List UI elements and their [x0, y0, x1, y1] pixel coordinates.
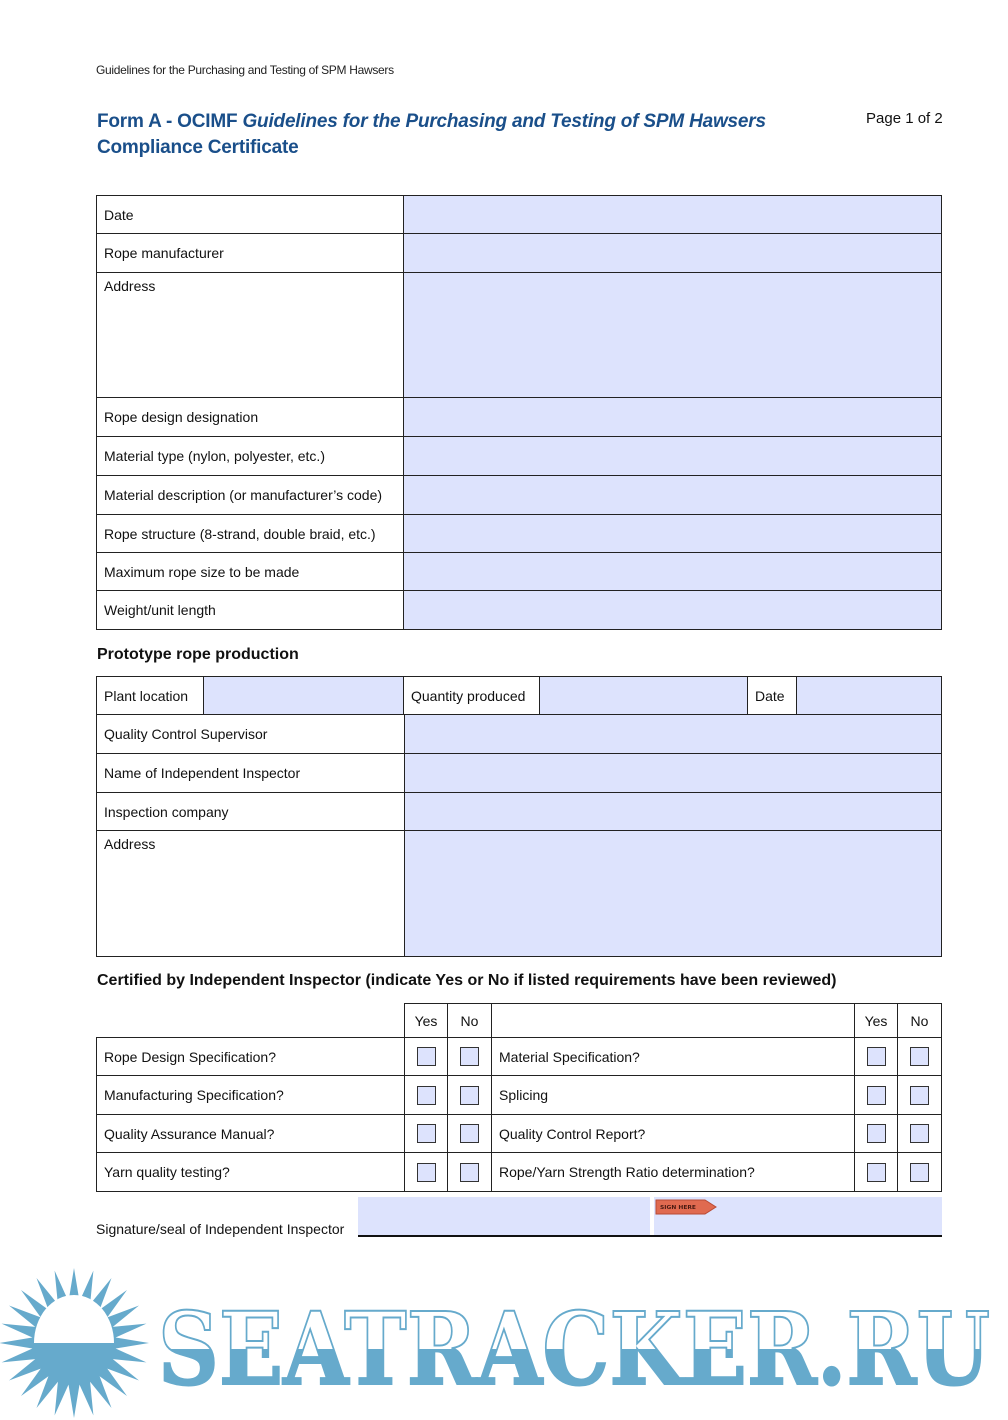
certification-heading: Certified by Independent Inspector (indicate Yes or No if listed requirements have been reviewed) [97, 972, 837, 989]
title-italic: Guidelines for the Purchasing and Testing of SPM Hawsers [242, 111, 766, 132]
no-header: No [447, 1003, 492, 1038]
requirement-label: Manufacturing Specification? [96, 1075, 405, 1115]
yes-cell [854, 1075, 898, 1115]
yes-checkbox[interactable] [867, 1047, 886, 1066]
no-checkbox[interactable] [910, 1047, 929, 1066]
no-cell [447, 1152, 492, 1192]
yes-checkbox[interactable] [417, 1086, 436, 1105]
title-prefix: Form A - OCIMF [97, 111, 243, 132]
field-label: Address [96, 272, 404, 398]
date-label: Date [747, 676, 797, 715]
yes-header: Yes [404, 1003, 448, 1038]
quantity-produced-label: Quantity produced [403, 676, 540, 715]
yes-cell [854, 1114, 898, 1153]
signature-line [358, 1235, 942, 1237]
rope-detail-input[interactable] [403, 233, 942, 273]
requirement-label: Quality Assurance Manual? [96, 1114, 405, 1153]
requirement-label: Material Specification? [491, 1037, 855, 1076]
requirement-label: Rope Design Specification? [96, 1037, 405, 1076]
yes-cell [404, 1037, 448, 1076]
running-header: Guidelines for the Purchasing and Testing of SPM Hawsers [96, 63, 394, 77]
yes-cell [404, 1114, 448, 1153]
yes-checkbox[interactable] [867, 1124, 886, 1143]
yes-checkbox[interactable] [417, 1124, 436, 1143]
watermark-text: SEATRACKER.RU [158, 1290, 990, 1408]
field-label: Material type (nylon, polyester, etc.) [96, 436, 404, 476]
field-label: Weight/unit length [96, 590, 404, 630]
prototype-input[interactable] [404, 792, 942, 831]
sign-here-sticky-icon[interactable] [655, 1199, 717, 1215]
field-label: Inspection company [96, 792, 405, 831]
yes-checkbox[interactable] [867, 1086, 886, 1105]
prototype-heading: Prototype rope production [97, 646, 299, 663]
no-cell [897, 1075, 942, 1115]
yes-cell [404, 1152, 448, 1192]
field-label: Address [96, 830, 405, 957]
sticky-note-text: SIGN HERE [660, 1205, 697, 1211]
plant-location-label: Plant location [96, 676, 204, 715]
requirement-label: Yarn quality testing? [96, 1152, 405, 1192]
requirement-label: Splicing [491, 1075, 855, 1115]
quantity-produced-input[interactable] [539, 676, 748, 715]
rope-detail-input[interactable] [403, 397, 942, 437]
no-checkbox[interactable] [910, 1163, 929, 1182]
field-label: Rope design designation [96, 397, 404, 437]
field-label: Name of Independent Inspector [96, 753, 405, 793]
field-label: Rope structure (8-strand, double braid, etc.) [96, 514, 404, 553]
prototype-input[interactable] [404, 830, 942, 957]
no-cell [897, 1114, 942, 1153]
title-line2: Compliance Certificate [97, 137, 299, 158]
rope-detail-input[interactable] [403, 272, 942, 398]
prototype-input[interactable] [404, 714, 942, 754]
requirement-label: Quality Control Report? [491, 1114, 855, 1153]
plant-location-input[interactable] [203, 676, 404, 715]
date-input[interactable] [796, 676, 942, 715]
sun-icon [0, 1268, 149, 1418]
header-spacer [491, 1003, 855, 1038]
yes-cell [404, 1075, 448, 1115]
yes-cell [854, 1152, 898, 1192]
no-cell [897, 1037, 942, 1076]
yes-checkbox[interactable] [417, 1047, 436, 1066]
no-cell [447, 1037, 492, 1076]
yes-checkbox[interactable] [867, 1163, 886, 1182]
rope-detail-input[interactable] [403, 195, 942, 234]
seatracker-watermark-logo [0, 1268, 1008, 1420]
no-cell [447, 1075, 492, 1115]
no-checkbox[interactable] [910, 1124, 929, 1143]
signature-label: Signature/seal of Independent Inspector [96, 1221, 345, 1237]
no-checkbox[interactable] [460, 1047, 479, 1066]
no-header: No [897, 1003, 942, 1038]
rope-detail-input[interactable] [403, 475, 942, 515]
no-cell [897, 1152, 942, 1192]
yes-cell [854, 1037, 898, 1076]
field-label: Maximum rope size to be made [96, 552, 404, 591]
requirement-label: Rope/Yarn Strength Ratio determination? [491, 1152, 855, 1192]
field-label: Date [96, 195, 404, 234]
prototype-input[interactable] [404, 753, 942, 793]
rope-detail-input[interactable] [403, 514, 942, 553]
no-checkbox[interactable] [460, 1124, 479, 1143]
rope-detail-input[interactable] [403, 590, 942, 630]
yes-checkbox[interactable] [417, 1163, 436, 1182]
rope-detail-input[interactable] [403, 552, 942, 591]
rope-detail-input[interactable] [403, 436, 942, 476]
no-checkbox[interactable] [460, 1086, 479, 1105]
field-label: Material description (or manufacturer’s code) [96, 475, 404, 515]
yes-header: Yes [854, 1003, 898, 1038]
no-checkbox[interactable] [910, 1086, 929, 1105]
signature-field[interactable] [358, 1197, 650, 1235]
no-checkbox[interactable] [460, 1163, 479, 1182]
field-label: Rope manufacturer [96, 233, 404, 273]
form-title [97, 109, 766, 161]
page-number: Page 1 of 2 [866, 110, 943, 127]
no-cell [447, 1114, 492, 1153]
field-label: Quality Control Supervisor [96, 714, 405, 754]
